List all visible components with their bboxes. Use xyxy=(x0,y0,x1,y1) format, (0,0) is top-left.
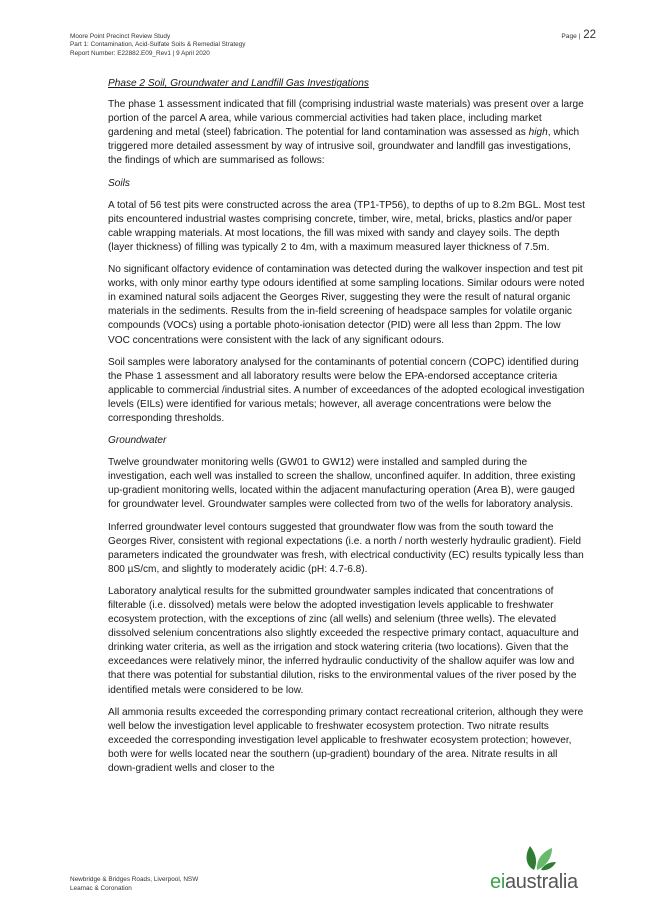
leaf-icon xyxy=(520,842,560,872)
intro-paragraph xyxy=(108,98,585,168)
soils-paragraph-2: No significant olfactory evidence of contamination was detected during the walkover inspection and test pit works, with only minor earthy type odours identified at some sampling locations. Similar odours were noted in examined natural soils adjacent the Georges River, suggesting they were the result of natural organic materials in the sediments. Results from the in-field screening of headspace samples for volatile organic compounds (VOCs) using a portable photo-ionisation detector (PID) were all less than 2ppm. The low VOC concentrations were consistent with the lack of any significant odours. xyxy=(108,264,585,346)
soils-paragraph-3: Soil samples were laboratory analysed for the contaminants of potential concern (COPC) identified during the Phase 1 assessment and all laboratory results were below the EPA-endorsed acceptance criteria applicable to commercial /industrial sites. A number of exceedances of the adopted ecological investigation levels (EILs) were identified for various metals; however, all average concentrations were below the corresponding thresholds. xyxy=(108,356,585,424)
header-study-title: Moore Point Precinct Review Study xyxy=(70,33,171,40)
soils-paragraph-1: A total of 56 test pits were constructed across the area (TP1-TP56), to depths of up to 8.2m BGL. Most test pits encountered industrial wastes comprising concrete, timber, wire, metal, bricks, plastics and/or paper cable wrapping materials. At most locations, the fill was mixed with sandy and clayey soils. The depth (layer thickness) of filling was typically 2 to 4m, with a maximum measured layer thickness of 7.5m. xyxy=(108,199,585,253)
page-label: Page | xyxy=(561,33,581,40)
page-body xyxy=(108,77,585,784)
logo-text-australia: australia xyxy=(504,871,578,893)
page-number xyxy=(561,29,596,41)
groundwater-paragraph-1: Twelve groundwater monitoring wells (GW01 to GW12) were installed and sampled during the investigation, each well was installed to screen the shallow, unconfined aquifer. In addition, three existing up-gradient monitoring wells, located within the adjacent manufacturing operation (Area B), were gauged for groundwater level. Groundwater samples were collected from two of the wells for laboratory analysis. xyxy=(108,457,576,511)
groundwater-paragraph-3: Laboratory analytical results for the submitted groundwater samples indicated that concentrations of filterable (i.e. dissolved) metals were below the adopted investigation levels applicable to freshwater ecosystem protection, with the exceptions of zinc (all wells) and selenium (three wells). The elevated dissolved selenium concentrations also slightly exceeded the respective primary contact, aquaculture and drinking water criteria, as well as the irrigation and stock watering criteria (two locations). Given that the exceedances were relatively minor, the inferred hydraulic conductivity of the shallow aquifer was low and that there was potential for substantial dilution, risks to the environmental values of the river posed by the identified metals were considered to be low. xyxy=(108,585,579,696)
soils-heading: Soils xyxy=(108,177,130,189)
running-header xyxy=(70,33,245,58)
footer-client: Leamac & Coronation xyxy=(70,884,132,892)
ei-australia-logo xyxy=(490,842,600,897)
groundwater-heading: Groundwater xyxy=(108,435,167,447)
running-footer xyxy=(70,876,198,893)
logo-wordmark xyxy=(490,871,578,894)
logo-text-ei: ei xyxy=(490,871,505,893)
page-number-value: 22 xyxy=(583,29,596,41)
intro-emphasis: high xyxy=(528,127,548,139)
footer-site-address: Newbridge & Bridges Roads, Liverpool, NSW xyxy=(70,876,199,883)
intro-text-a: The phase 1 assessment indicated that fill (comprising industrial waste materials) was present over a large portion of the parcel A area, while various commercial activities had taken place, including market gardening and metal (steel) fabrication. The potential for land contamination was assessed as xyxy=(108,99,584,139)
intro-text-b: , which triggered more detailed assessment by way of intrusive soil, groundwater and landfill gas investigations, the findings of which are summarised as follows: xyxy=(108,127,580,167)
section-title: Phase 2 Soil, Groundwater and Landfill Gas Investigations xyxy=(108,78,369,89)
header-report-number: Report Number: E22882.E09_Rev1 | 9 April 2020 xyxy=(70,49,210,57)
header-part-title: Part 1: Contamination, Acid-Sulfate Soils & Remedial Strategy xyxy=(70,41,246,49)
groundwater-paragraph-2: Inferred groundwater level contours suggested that groundwater flow was from the south toward the Georges River, consistent with regional expectations (i.e. a north / north westerly hydraulic gradient). Field parameters indicated the groundwater was fresh, with electrical conductivity (EC) results typically less than 800 µS/cm, and slightly to moderately acidic (pH: 4.7-6.8). xyxy=(108,521,584,575)
groundwater-paragraph-4: All ammonia results exceeded the corresponding primary contact recreational criterion, although they were well below the investigation level applicable to freshwater ecosystem protection. Two nitrate results exceeded the corresponding investigation level applicable to freshwater ecosystem protection; however, both were for wells located near the southern (up-gradient) boundary of the area. Nitrate results in all down-gradient wells and closer to the xyxy=(108,706,584,775)
